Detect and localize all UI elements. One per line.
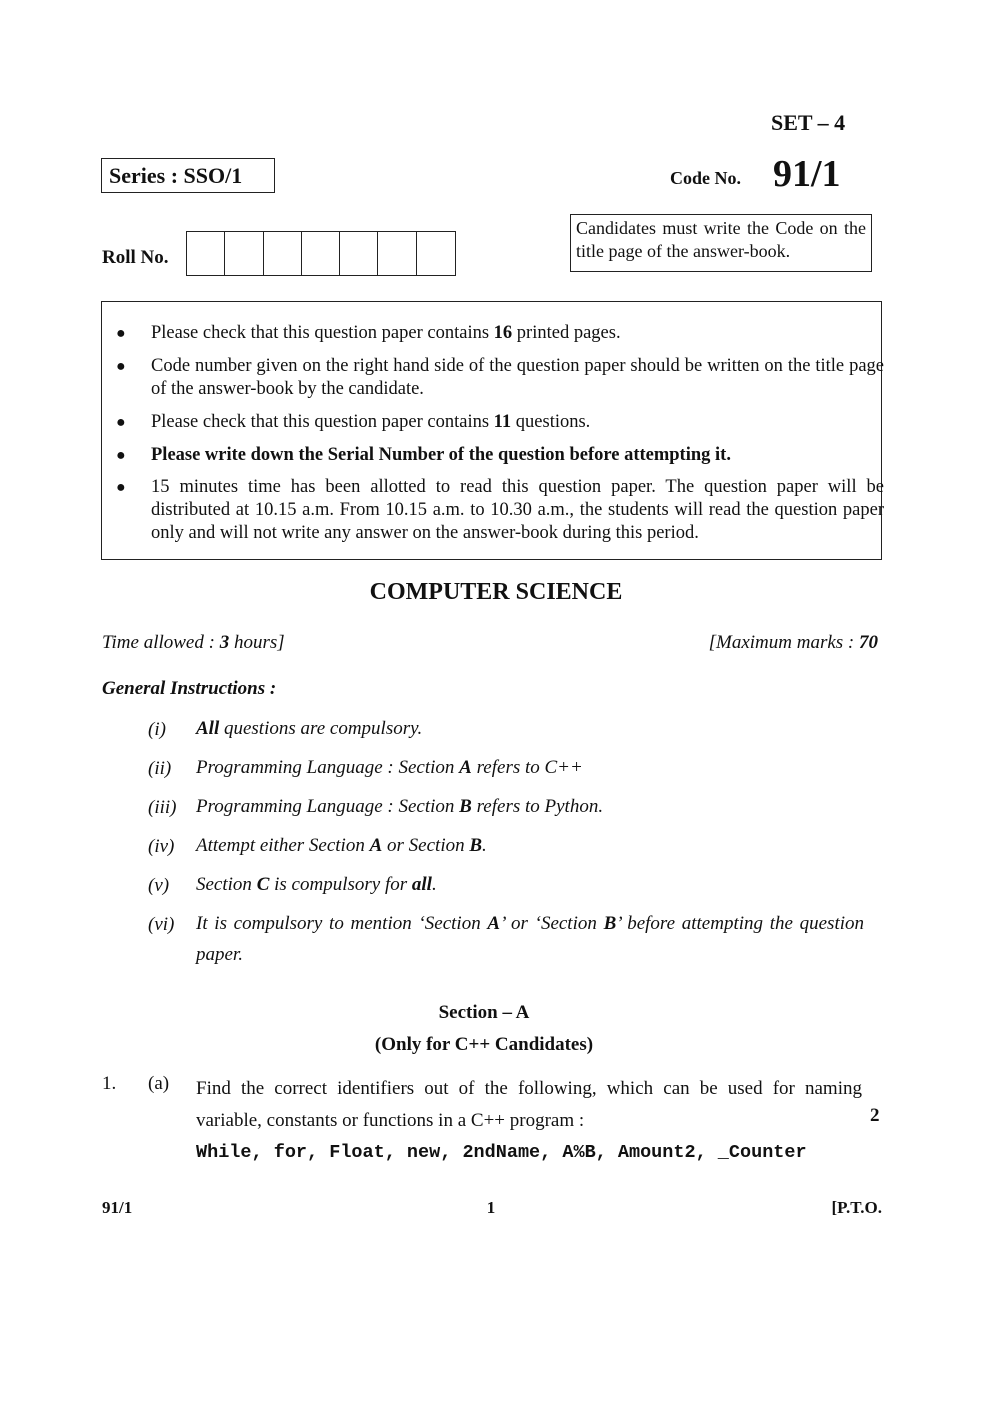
roll-number-box xyxy=(187,232,225,275)
general-instruction-number: (ii) xyxy=(148,758,172,779)
footer-pto: [P.T.O. xyxy=(831,1198,882,1217)
code-note: Candidates must write the Code on the title page of the answer-book. xyxy=(570,214,872,272)
roll-number-box xyxy=(302,232,340,275)
general-instruction-text: Programming Language : Section A refers to C++ xyxy=(196,757,583,778)
general-instruction-number: (iv) xyxy=(148,836,175,857)
question-part: (a) xyxy=(148,1073,170,1094)
instruction-text: Please check that this question paper contains 16 printed pages. xyxy=(151,323,621,343)
general-instruction-text: It is compulsory to mention ‘Section A’ or ‘Section B’ before attempting the question paper. xyxy=(196,913,864,965)
footer-code: 91/1 xyxy=(102,1198,133,1217)
bullet-icon: ● xyxy=(116,447,126,464)
maximum-marks: [Maximum marks : 70 xyxy=(708,632,878,653)
section-subtitle: (Only for C++ Candidates) xyxy=(374,1034,594,1055)
question-marks: 2 xyxy=(870,1105,880,1126)
code-value: 91/1 xyxy=(773,153,841,195)
roll-label: Roll No. xyxy=(102,247,169,268)
general-instruction-text: Attempt either Section A or Section B. xyxy=(196,835,487,856)
instruction-text: 15 minutes time has been allotted to read this question paper. The question paper will be distributed at 10.15 a.m. From 10.15 a.m. to 10.30 a.m., the students will read the question paper only and will not write any answer on the answer-book during this period. xyxy=(151,477,884,543)
instruction-text: Code number given on the right hand side of the question paper should be written on the title page of the answer-book by the candidate. xyxy=(151,356,884,399)
roll-number-box xyxy=(225,232,263,275)
roll-number-boxes xyxy=(186,231,456,276)
general-instruction-number: (v) xyxy=(148,875,170,896)
general-instruction-number: (iii) xyxy=(148,797,177,818)
question-code: While, for, Float, new, 2ndName, A%B, Amount2, _Counter xyxy=(196,1142,807,1163)
general-instruction-number: (vi) xyxy=(148,914,175,935)
roll-number-box xyxy=(378,232,416,275)
bullet-icon: ● xyxy=(116,414,126,431)
subject-title: COMPUTER SCIENCE xyxy=(369,579,623,605)
time-allowed: Time allowed : 3 hours] xyxy=(102,632,285,653)
roll-number-box xyxy=(340,232,378,275)
bullet-icon: ● xyxy=(116,479,126,496)
general-instruction-text: Programming Language : Section B refers to Python. xyxy=(196,796,604,817)
roll-number-box xyxy=(417,232,455,275)
bullet-icon: ● xyxy=(116,358,126,375)
series-box: Series : SSO/1 xyxy=(101,158,275,193)
instruction-text: Please write down the Serial Number of the question before attempting it. xyxy=(151,445,731,465)
bullet-icon: ● xyxy=(116,325,126,342)
general-instructions-title: General Instructions : xyxy=(102,678,277,699)
general-instruction-text: Section C is compulsory for all. xyxy=(196,874,437,895)
general-instruction-number: (i) xyxy=(148,719,166,740)
set-number: SET – 4 xyxy=(771,110,846,135)
roll-number-box xyxy=(264,232,302,275)
code-label: Code No. xyxy=(670,168,741,188)
footer-page-number: 1 xyxy=(486,1198,496,1217)
question-number: 1. xyxy=(102,1073,117,1094)
general-instruction-text: All questions are compulsory. xyxy=(196,718,423,739)
instructions-box xyxy=(101,301,882,560)
question-text: Find the correct identifiers out of the following, which can be used for naming variable, constants or functions in a C++ program : xyxy=(196,1078,862,1131)
instruction-text: Please check that this question paper contains 11 questions. xyxy=(151,412,591,432)
section-title: Section – A xyxy=(438,1002,530,1023)
